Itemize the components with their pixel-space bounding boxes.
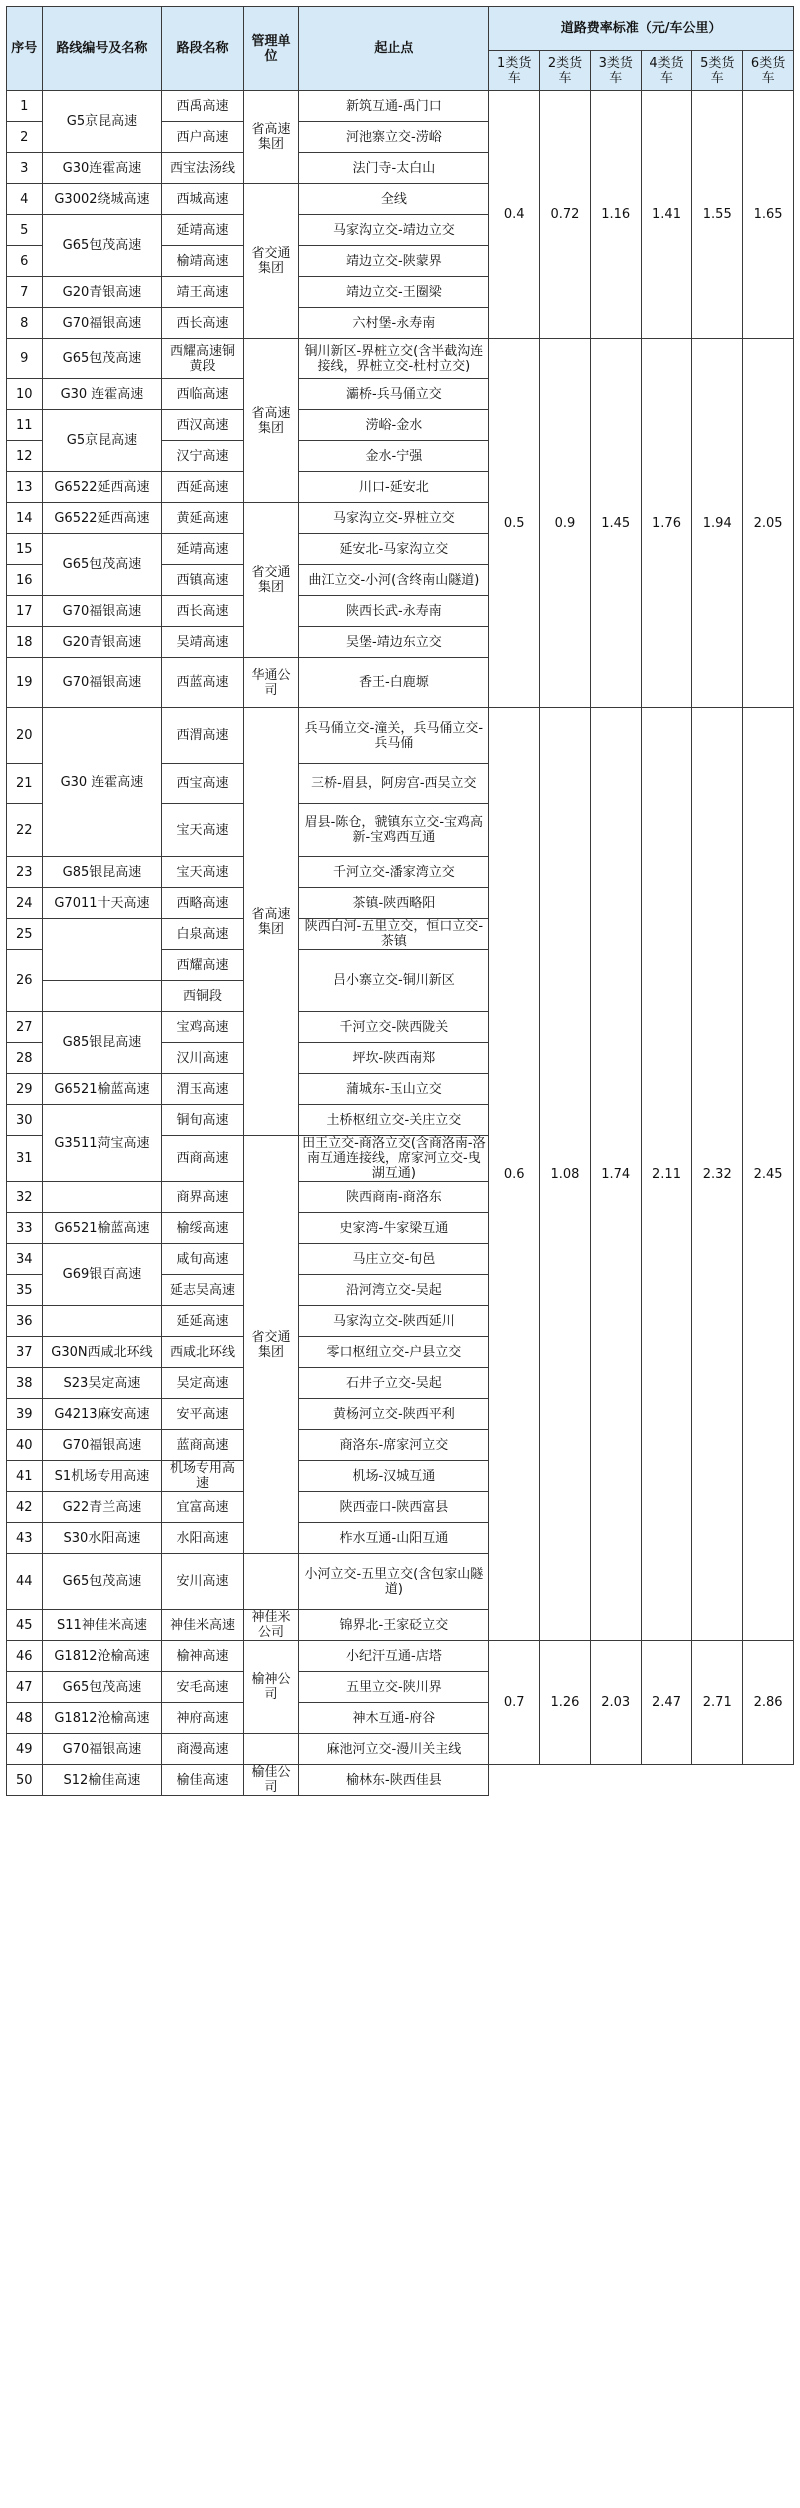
rate-cell-class-5: 2.71: [692, 1641, 743, 1765]
range-cell: 吴堡-靖边东立交: [299, 627, 489, 658]
section-cell: 宝天高速: [162, 857, 243, 888]
range-cell: 三桥-眉县，阿房宫-西吴立交: [299, 764, 489, 804]
row-number-cell: 48: [7, 1703, 43, 1734]
unit-cell: 省高速集团: [243, 91, 299, 184]
row-number-cell: 26: [7, 950, 43, 1012]
row-number-cell: 10: [7, 379, 43, 410]
row-number-cell: 28: [7, 1043, 43, 1074]
range-cell: 吕小寨立交-铜川新区: [299, 950, 489, 1012]
section-cell: 榆神高速: [162, 1641, 243, 1672]
table-row: [7, 1765, 794, 1796]
route-cell: [42, 1306, 162, 1337]
section-cell: 西宝高速: [162, 764, 243, 804]
section-cell: 吴靖高速: [162, 627, 243, 658]
header-class-3: 3类货车: [590, 51, 641, 91]
route-cell: G30 连霍高速: [42, 379, 162, 410]
row-number-cell: 38: [7, 1368, 43, 1399]
route-cell: S1机场专用高速: [42, 1461, 162, 1492]
row-number-cell: 18: [7, 627, 43, 658]
range-cell: 涝峪-金水: [299, 410, 489, 441]
section-cell: 咸旬高速: [162, 1244, 243, 1275]
header-class-6: 6类货车: [743, 51, 794, 91]
range-cell: 兵马俑立交-潼关，兵马俑立交-兵马俑: [299, 708, 489, 764]
row-number-cell: 31: [7, 1136, 43, 1182]
route-cell: G70福银高速: [42, 1734, 162, 1765]
unit-cell: 省交通集团: [243, 1136, 299, 1554]
range-cell: 千河立交-潘家湾立交: [299, 857, 489, 888]
range-cell: 川口-延安北: [299, 472, 489, 503]
row-number-cell: 4: [7, 184, 43, 215]
range-cell: 零口枢纽立交-户县立交: [299, 1337, 489, 1368]
row-number-cell: 49: [7, 1734, 43, 1765]
section-cell: 汉川高速: [162, 1043, 243, 1074]
rate-cell-class-2: 1.08: [540, 708, 591, 1641]
section-cell: 渭玉高速: [162, 1074, 243, 1105]
range-cell: 曲江立交-小河(含终南山隧道): [299, 565, 489, 596]
table-row: [7, 91, 794, 122]
row-number-cell: 32: [7, 1182, 43, 1213]
route-cell: G4213麻安高速: [42, 1399, 162, 1430]
section-cell: 西咸北环线: [162, 1337, 243, 1368]
range-cell: 榆林东-陕西佳县: [299, 1765, 489, 1796]
route-cell: G1812沧榆高速: [42, 1703, 162, 1734]
unit-cell: 省高速集团: [243, 708, 299, 1136]
route-cell: G65包茂高速: [42, 1672, 162, 1703]
unit-cell: 榆神公司: [243, 1641, 299, 1734]
route-cell: G65包茂高速: [42, 215, 162, 277]
row-number-cell: 1: [7, 91, 43, 122]
table-row: [7, 1641, 794, 1672]
header-class-5: 5类货车: [692, 51, 743, 91]
rate-cell-class-1: 0.4: [489, 91, 540, 339]
row-number-cell: 21: [7, 764, 43, 804]
section-cell: 商界高速: [162, 1182, 243, 1213]
section-cell: 西城高速: [162, 184, 243, 215]
unit-cell: 神佳米公司: [243, 1610, 299, 1641]
row-number-cell: 25: [7, 919, 43, 950]
table-row: [7, 339, 794, 379]
range-cell: 小纪汗互通-店塔: [299, 1641, 489, 1672]
range-cell: 陕西长武-永寿南: [299, 596, 489, 627]
section-cell: 铜旬高速: [162, 1105, 243, 1136]
section-cell: 西延高速: [162, 472, 243, 503]
route-cell: S23吴定高速: [42, 1368, 162, 1399]
row-number-cell: 50: [7, 1765, 43, 1796]
route-cell: G85银昆高速: [42, 857, 162, 888]
range-cell: 眉县-陈仓，虢镇东立交-宝鸡高新-宝鸡西互通: [299, 804, 489, 857]
route-cell: G7011十天高速: [42, 888, 162, 919]
rate-cell-class-5: 2.32: [692, 708, 743, 1641]
range-cell: 马家沟立交-靖边立交: [299, 215, 489, 246]
section-cell: 安平高速: [162, 1399, 243, 1430]
row-number-cell: 19: [7, 658, 43, 708]
range-cell: 铜川新区-界桩立交(含半截沟连接线，界桩立交-杜村立交): [299, 339, 489, 379]
section-cell: 榆靖高速: [162, 246, 243, 277]
range-cell: 陕西白河-五里立交，恒口立交-茶镇: [299, 919, 489, 950]
row-number-cell: 2: [7, 122, 43, 153]
row-number-cell: 40: [7, 1430, 43, 1461]
row-number-cell: 36: [7, 1306, 43, 1337]
range-cell: 全线: [299, 184, 489, 215]
rate-cell-class-6: 1.65: [743, 91, 794, 339]
unit-cell: [243, 1734, 299, 1765]
range-cell: 柞水互通-山阳互通: [299, 1523, 489, 1554]
range-cell: 法门寺-太白山: [299, 153, 489, 184]
section-cell: 机场专用高速: [162, 1461, 243, 1492]
section-cell: 西宝法汤线: [162, 153, 243, 184]
rate-cell-class-1: 0.7: [489, 1641, 540, 1765]
route-cell: G70福银高速: [42, 308, 162, 339]
row-number-cell: 8: [7, 308, 43, 339]
rate-cell-class-6: 2.05: [743, 339, 794, 708]
range-cell: 香王-白鹿塬: [299, 658, 489, 708]
section-cell: 延靖高速: [162, 215, 243, 246]
row-number-cell: 13: [7, 472, 43, 503]
route-cell: G5京昆高速: [42, 410, 162, 472]
range-cell: 新筑互通-禹门口: [299, 91, 489, 122]
header-range: 起止点: [299, 7, 489, 91]
route-cell: G70福银高速: [42, 1430, 162, 1461]
row-number-cell: 11: [7, 410, 43, 441]
row-number-cell: 37: [7, 1337, 43, 1368]
section-cell: 西长高速: [162, 596, 243, 627]
toll-rate-table-container: [6, 6, 794, 1796]
range-cell: 千河立交-陕西陇关: [299, 1012, 489, 1043]
row-number-cell: 39: [7, 1399, 43, 1430]
rate-cell-class-4: 2.11: [641, 708, 692, 1641]
row-number-cell: 47: [7, 1672, 43, 1703]
route-cell: G20青银高速: [42, 627, 162, 658]
row-number-cell: 43: [7, 1523, 43, 1554]
route-cell: [42, 981, 162, 1012]
row-number-cell: 34: [7, 1244, 43, 1275]
route-cell: G20青银高速: [42, 277, 162, 308]
section-cell: 延志吴高速: [162, 1275, 243, 1306]
unit-cell: 华通公司: [243, 658, 299, 708]
unit-cell: 省交通集团: [243, 184, 299, 339]
row-number-cell: 30: [7, 1105, 43, 1136]
section-cell: 宜富高速: [162, 1492, 243, 1523]
header-rate-title: 道路费率标准（元/车公里）: [489, 7, 794, 51]
section-cell: 西铜段: [162, 981, 243, 1012]
row-number-cell: 20: [7, 708, 43, 764]
row-number-cell: 46: [7, 1641, 43, 1672]
route-cell: [42, 1182, 162, 1213]
section-cell: 宝天高速: [162, 804, 243, 857]
range-cell: 商洛东-席家河立交: [299, 1430, 489, 1461]
section-cell: 黄延高速: [162, 503, 243, 534]
section-cell: 靖王高速: [162, 277, 243, 308]
section-cell: 西耀高速铜黄段: [162, 339, 243, 379]
rate-cell-class-2: 0.9: [540, 339, 591, 708]
row-number-cell: 5: [7, 215, 43, 246]
row-number-cell: 15: [7, 534, 43, 565]
range-cell: 靖边立交-陕蒙界: [299, 246, 489, 277]
row-number-cell: 41: [7, 1461, 43, 1492]
rate-cell-class-6: 2.45: [743, 708, 794, 1641]
route-cell: [42, 919, 162, 981]
route-cell: G6521榆蓝高速: [42, 1074, 162, 1105]
range-cell: 陕西商南-商洛东: [299, 1182, 489, 1213]
header-seq: 序号: [7, 7, 43, 91]
range-cell: 靖边立交-王圈梁: [299, 277, 489, 308]
section-cell: 西耀高速: [162, 950, 243, 981]
toll-rate-table: [6, 6, 794, 1796]
unit-cell: 省高速集团: [243, 339, 299, 503]
section-cell: 延延高速: [162, 1306, 243, 1337]
rate-cell-class-3: 2.03: [590, 1641, 641, 1765]
route-cell: G65包茂高速: [42, 1554, 162, 1610]
section-cell: 榆佳高速: [162, 1765, 243, 1796]
rate-cell-class-3: 1.16: [590, 91, 641, 339]
section-cell: 西户高速: [162, 122, 243, 153]
route-cell: G70福银高速: [42, 658, 162, 708]
route-cell: G5京昆高速: [42, 91, 162, 153]
header-route: 路线编号及名称: [42, 7, 162, 91]
rate-cell-class-3: 1.74: [590, 708, 641, 1641]
section-cell: 西禹高速: [162, 91, 243, 122]
header-class-2: 2类货车: [540, 51, 591, 91]
table-body: [7, 91, 794, 1796]
section-cell: 延靖高速: [162, 534, 243, 565]
route-cell: G3511菏宝高速: [42, 1105, 162, 1182]
route-cell: G70福银高速: [42, 596, 162, 627]
section-cell: 西临高速: [162, 379, 243, 410]
section-cell: 安毛高速: [162, 1672, 243, 1703]
section-cell: 神佳米高速: [162, 1610, 243, 1641]
range-cell: 金水-宁强: [299, 441, 489, 472]
rate-cell-class-1: 0.5: [489, 339, 540, 708]
header-class-4: 4类货车: [641, 51, 692, 91]
row-number-cell: 16: [7, 565, 43, 596]
route-cell: G30N西咸北环线: [42, 1337, 162, 1368]
header-unit: 管理单位: [243, 7, 299, 91]
section-cell: 蓝商高速: [162, 1430, 243, 1461]
range-cell: 马家沟立交-陕西延川: [299, 1306, 489, 1337]
rate-cell-class-1: 0.6: [489, 708, 540, 1641]
route-cell: G30连霍高速: [42, 153, 162, 184]
section-cell: 神府高速: [162, 1703, 243, 1734]
route-cell: S12榆佳高速: [42, 1765, 162, 1796]
range-cell: 河池寨立交-涝峪: [299, 122, 489, 153]
section-cell: 西汉高速: [162, 410, 243, 441]
row-number-cell: 29: [7, 1074, 43, 1105]
route-cell: G6521榆蓝高速: [42, 1213, 162, 1244]
range-cell: 六村堡-永寿南: [299, 308, 489, 339]
section-cell: 西商高速: [162, 1136, 243, 1182]
row-number-cell: 17: [7, 596, 43, 627]
section-cell: 西渭高速: [162, 708, 243, 764]
rate-cell-class-2: 0.72: [540, 91, 591, 339]
section-cell: 安川高速: [162, 1554, 243, 1610]
rate-cell-class-5: 1.55: [692, 91, 743, 339]
row-number-cell: 23: [7, 857, 43, 888]
range-cell: 神木互通-府谷: [299, 1703, 489, 1734]
range-cell: 灞桥-兵马俑立交: [299, 379, 489, 410]
route-cell: S30水阳高速: [42, 1523, 162, 1554]
route-cell: S11神佳米高速: [42, 1610, 162, 1641]
range-cell: 马庄立交-旬邑: [299, 1244, 489, 1275]
rate-cell-class-3: 1.45: [590, 339, 641, 708]
row-number-cell: 7: [7, 277, 43, 308]
range-cell: 沿河湾立交-吴起: [299, 1275, 489, 1306]
rate-cell-class-2: 1.26: [540, 1641, 591, 1765]
range-cell: 史家湾-牛家梁互通: [299, 1213, 489, 1244]
unit-cell: [243, 1554, 299, 1610]
row-number-cell: 42: [7, 1492, 43, 1523]
route-cell: G30 连霍高速: [42, 708, 162, 857]
unit-cell: 省交通集团: [243, 503, 299, 658]
rate-cell-class-4: 2.47: [641, 1641, 692, 1765]
range-cell: 锦界北-王家砭立交: [299, 1610, 489, 1641]
row-number-cell: 27: [7, 1012, 43, 1043]
range-cell: 小河立交-五里立交(含包家山隧道): [299, 1554, 489, 1610]
table-row: [7, 708, 794, 764]
row-number-cell: 24: [7, 888, 43, 919]
row-number-cell: 6: [7, 246, 43, 277]
route-cell: G22青兰高速: [42, 1492, 162, 1523]
section-cell: 西略高速: [162, 888, 243, 919]
row-number-cell: 44: [7, 1554, 43, 1610]
range-cell: 马家沟立交-界桩立交: [299, 503, 489, 534]
row-number-cell: 12: [7, 441, 43, 472]
row-number-cell: 22: [7, 804, 43, 857]
section-cell: 宝鸡高速: [162, 1012, 243, 1043]
section-cell: 榆绥高速: [162, 1213, 243, 1244]
section-cell: 西蓝高速: [162, 658, 243, 708]
route-cell: G85银昆高速: [42, 1012, 162, 1074]
section-cell: 西长高速: [162, 308, 243, 339]
route-cell: G1812沧榆高速: [42, 1641, 162, 1672]
row-number-cell: 3: [7, 153, 43, 184]
range-cell: 茶镇-陕西略阳: [299, 888, 489, 919]
section-cell: 吴定高速: [162, 1368, 243, 1399]
range-cell: 陕西壶口-陕西富县: [299, 1492, 489, 1523]
header-section: 路段名称: [162, 7, 243, 91]
unit-cell: 榆佳公司: [243, 1765, 299, 1796]
range-cell: 机场-汉城互通: [299, 1461, 489, 1492]
row-number-cell: 35: [7, 1275, 43, 1306]
row-number-cell: 9: [7, 339, 43, 379]
route-cell: G69银百高速: [42, 1244, 162, 1306]
route-cell: G3002绕城高速: [42, 184, 162, 215]
route-cell: G65包茂高速: [42, 534, 162, 596]
section-cell: 白泉高速: [162, 919, 243, 950]
route-cell: G65包茂高速: [42, 339, 162, 379]
range-cell: 田王立交-商洛立交(含商洛南-洛南互通连接线，席家河立交-曳湖互通): [299, 1136, 489, 1182]
range-cell: 延安北-马家沟立交: [299, 534, 489, 565]
range-cell: 石井子立交-吴起: [299, 1368, 489, 1399]
range-cell: 坪坎-陕西南郑: [299, 1043, 489, 1074]
range-cell: 五里立交-陕川界: [299, 1672, 489, 1703]
range-cell: 土桥枢纽立交-关庄立交: [299, 1105, 489, 1136]
row-number-cell: 45: [7, 1610, 43, 1641]
range-cell: 麻池河立交-漫川关主线: [299, 1734, 489, 1765]
row-number-cell: 33: [7, 1213, 43, 1244]
header-class-1: 1类货车: [489, 51, 540, 91]
range-cell: 蒲城东-玉山立交: [299, 1074, 489, 1105]
range-cell: 黄杨河立交-陕西平利: [299, 1399, 489, 1430]
section-cell: 商漫高速: [162, 1734, 243, 1765]
row-number-cell: 14: [7, 503, 43, 534]
rate-cell-class-6: 2.86: [743, 1641, 794, 1765]
route-cell: G6522延西高速: [42, 503, 162, 534]
section-cell: 汉宁高速: [162, 441, 243, 472]
section-cell: 西镇高速: [162, 565, 243, 596]
rate-cell-class-5: 1.94: [692, 339, 743, 708]
route-cell: G6522延西高速: [42, 472, 162, 503]
section-cell: 水阳高速: [162, 1523, 243, 1554]
rate-cell-class-4: 1.41: [641, 91, 692, 339]
rate-cell-class-4: 1.76: [641, 339, 692, 708]
